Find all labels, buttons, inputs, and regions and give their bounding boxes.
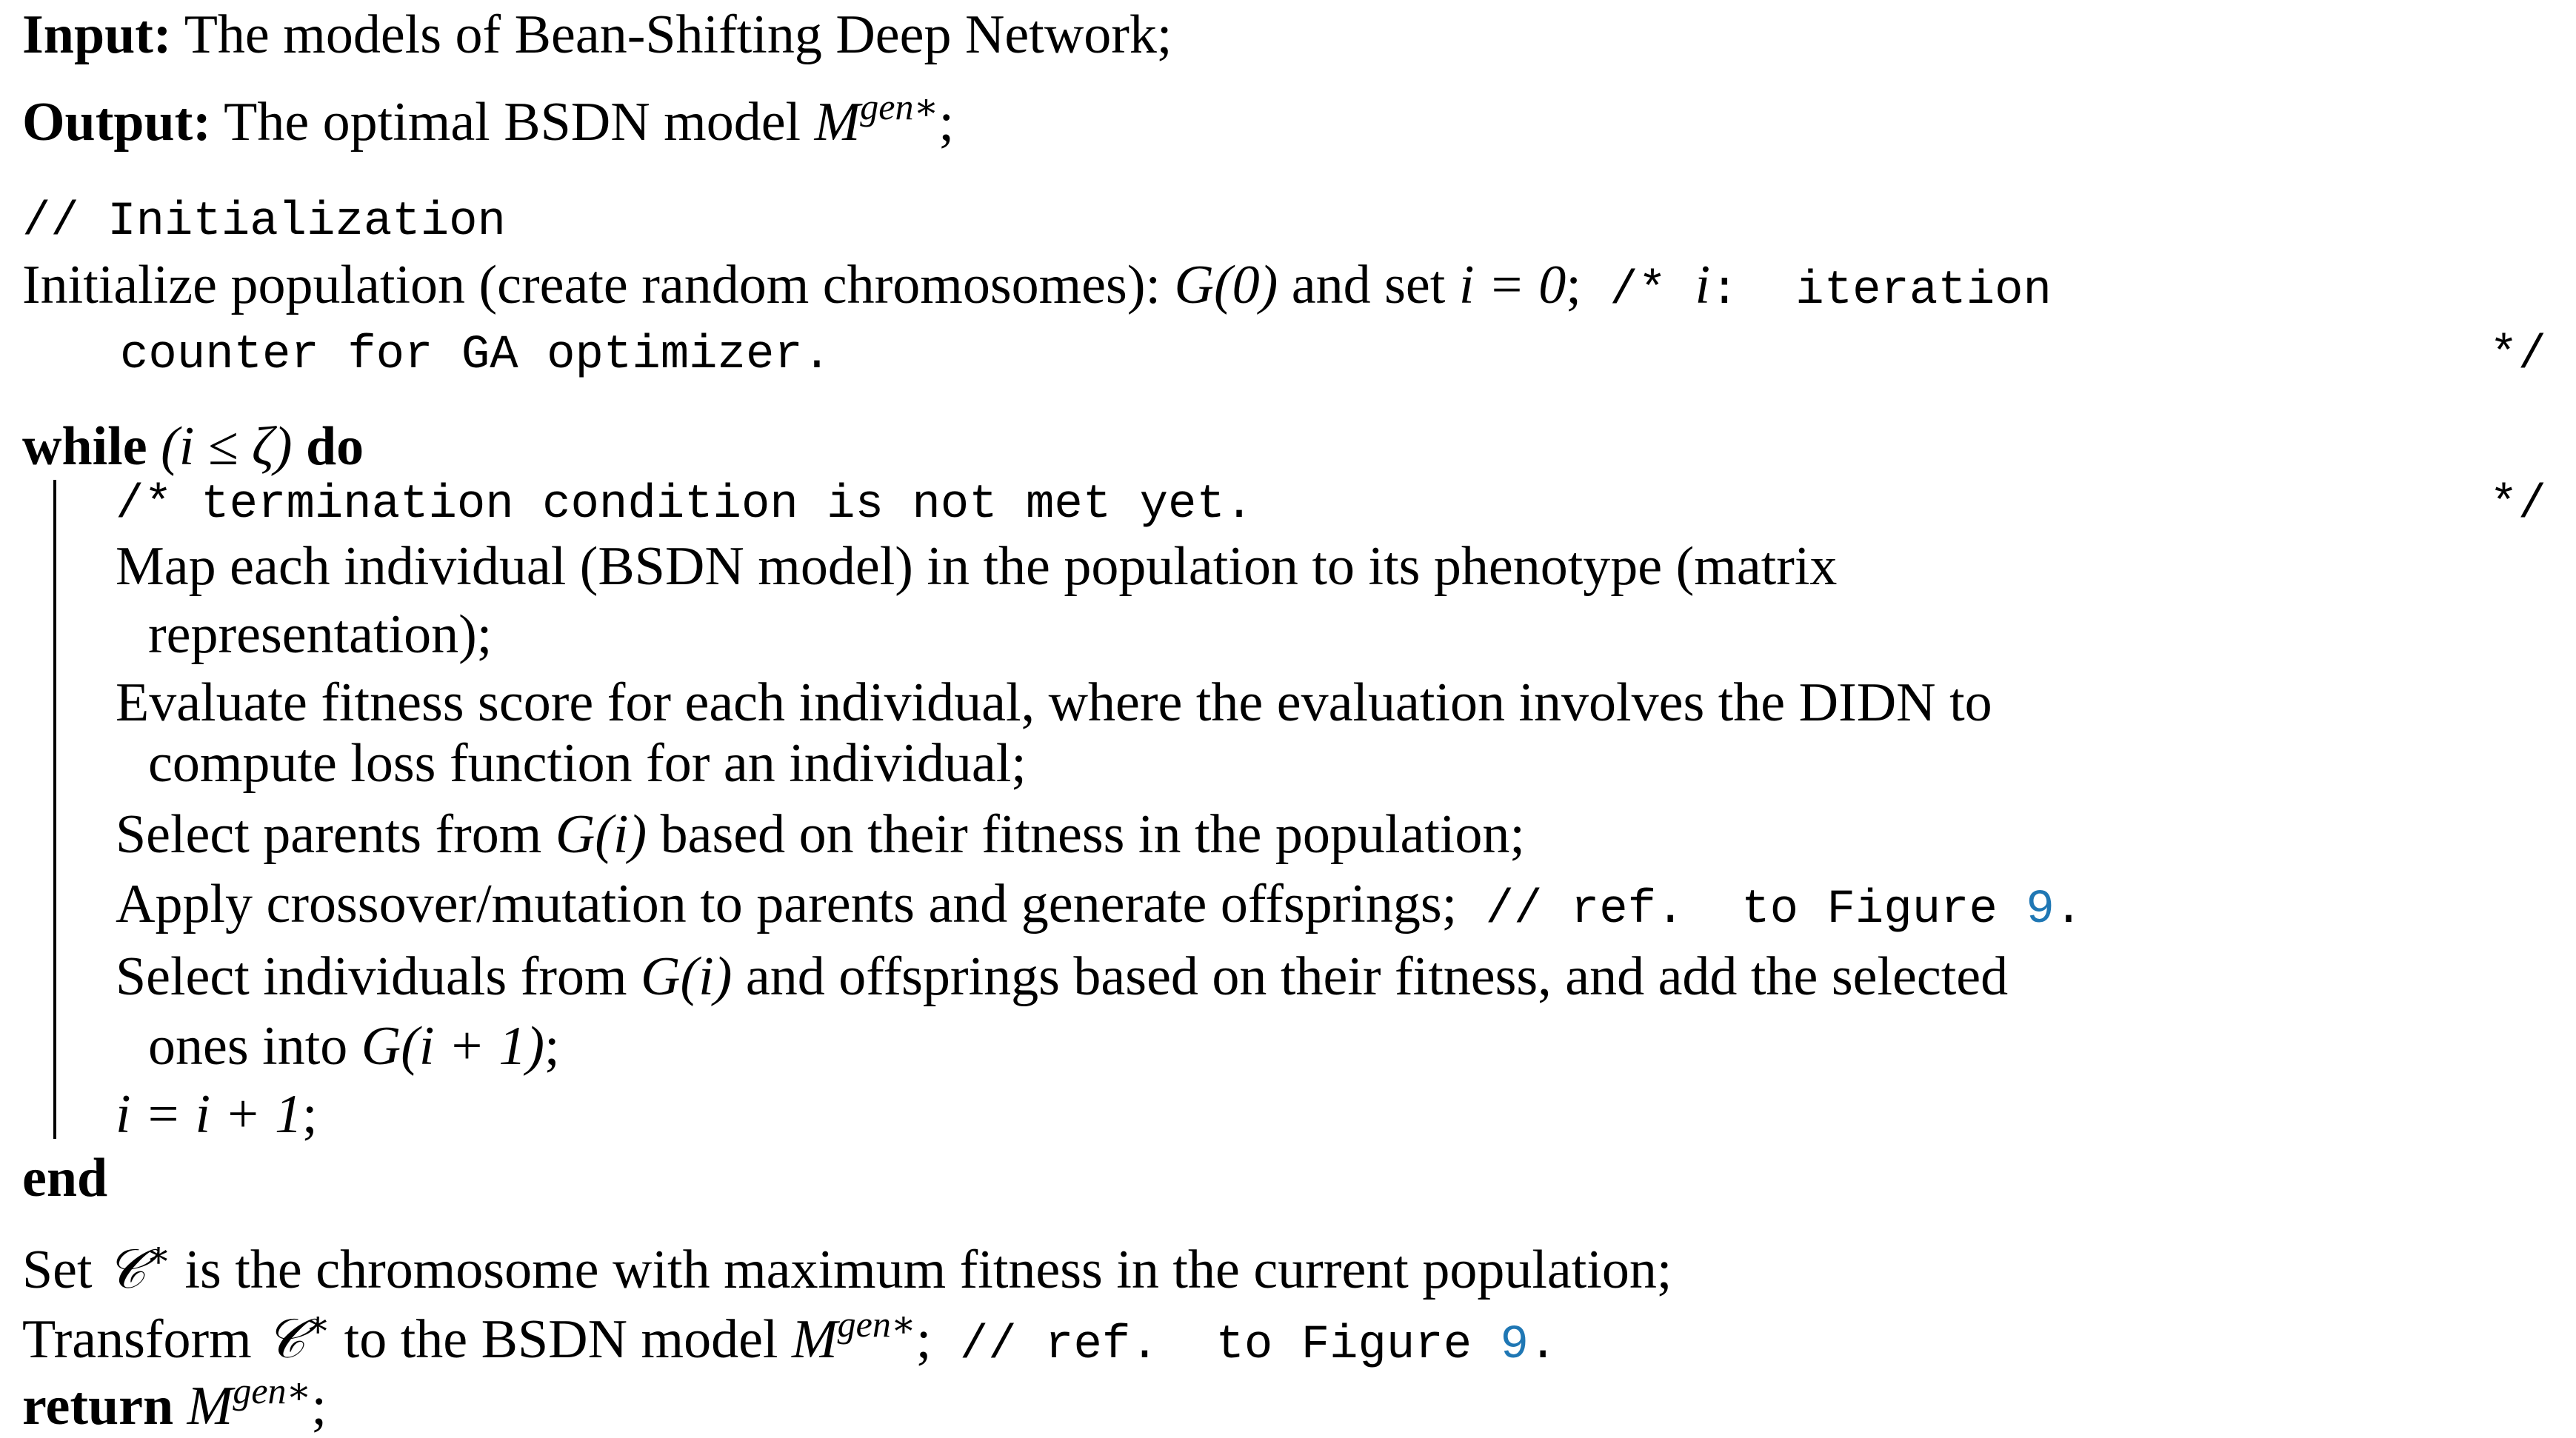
transform-sup: ∗ [305, 1303, 331, 1345]
output-end: ; [938, 92, 955, 153]
select-ind-2b: ; [544, 1016, 560, 1077]
while-line [22, 416, 364, 477]
select-parents-math: G(i) [555, 804, 647, 865]
transform-math-c: 𝒞 [265, 1309, 306, 1370]
loop-comment-end: */ [2489, 478, 2546, 532]
select-ind-a: Select individuals from [116, 946, 641, 1007]
transform-b: to the BSDN model [330, 1309, 792, 1370]
eval-line-1: Evaluate fitness score for each individual, where the evaluation involves the DIDN to [116, 672, 1992, 733]
select-ind-line-2 [148, 1016, 560, 1077]
set-line [22, 1234, 1672, 1300]
input-line [22, 4, 1172, 65]
transform-c: ; [915, 1309, 932, 1370]
select-ind-b: and offsprings based on their fitness, and add the selected [732, 946, 2009, 1007]
map-line-2: representation); [148, 604, 493, 665]
output-label: Output: [22, 92, 211, 153]
transform-line [22, 1303, 1558, 1372]
return-keyword: return [22, 1376, 174, 1437]
figure-ref-link[interactable]: 9 [2026, 883, 2055, 937]
init-comment-cont: counter for GA optimizer. [120, 329, 832, 382]
loop-block-bar [53, 480, 56, 1139]
map-line-1: Map each individual (BSDN model) in the population to its phenotype (matrix [116, 536, 1838, 597]
select-parents-b: based on their fitness in the population; [647, 804, 1525, 865]
init-comment: // Initialization [22, 195, 506, 249]
select-ind-2a: ones into [148, 1016, 361, 1077]
while-keyword: while [22, 416, 147, 477]
select-ind-2math: G(i + 1) [361, 1016, 544, 1077]
input-text: The models of Bean-Shifting Deep Network; [171, 4, 1172, 65]
figure-ref-link[interactable]: 9 [1500, 1319, 1529, 1372]
end-keyword: end [22, 1148, 108, 1208]
transform-sup2: gen∗ [837, 1303, 916, 1345]
return-sup: gen∗ [233, 1370, 312, 1411]
while-condition: (i ≤ ζ) [147, 416, 306, 477]
input-label: Input: [22, 4, 172, 65]
increment-line [116, 1084, 318, 1145]
eval-line-2: compute loss function for an individual; [148, 733, 1027, 794]
transform-comment: // ref. to Figure [931, 1319, 1501, 1372]
init-comment-var: i [1695, 255, 1711, 315]
init-text2: and set [1278, 255, 1459, 315]
apply-dot: . [2054, 883, 2083, 937]
select-parents-a: Select parents from [116, 804, 555, 865]
init-math-i0: i = 0 [1458, 255, 1566, 315]
return-var: M [173, 1376, 233, 1437]
increment-math: i = i + 1 [116, 1084, 302, 1145]
apply-line [116, 874, 2083, 937]
init-math-g0: G(0) [1174, 255, 1278, 315]
transform-dot: . [1528, 1319, 1558, 1372]
init-comment-start: /* [1581, 264, 1695, 318]
select-ind-math: G(i) [641, 946, 733, 1007]
select-ind-line-1 [116, 946, 2009, 1007]
apply-text: Apply crossover/mutation to parents and generate offsprings; [116, 874, 1458, 934]
select-parents-line [116, 804, 1525, 865]
init-semicolon: ; [1566, 255, 1581, 315]
set-b: is the chromosome with maximum fitness in the current population; [171, 1240, 1672, 1300]
output-line [22, 86, 955, 153]
set-a: Set [22, 1240, 107, 1300]
loop-comment: /* termination condition is not met yet. [116, 478, 1254, 532]
return-line [22, 1370, 327, 1437]
return-end: ; [311, 1376, 327, 1437]
transform-a: Transform [22, 1309, 266, 1370]
init-line [22, 255, 2052, 318]
init-comment-end: */ [2489, 329, 2546, 382]
apply-comment: // ref. to Figure [1457, 883, 2026, 937]
output-sup: gen∗ [860, 86, 939, 127]
output-text: The optimal BSDN model [210, 92, 815, 153]
increment-end: ; [302, 1084, 318, 1145]
set-math-c: 𝒞 [106, 1240, 147, 1300]
init-text: Initialize population (create random chromosomes): [22, 255, 1175, 315]
do-keyword: do [305, 416, 364, 477]
set-sup: ∗ [146, 1234, 171, 1275]
transform-var: M [792, 1309, 838, 1370]
init-comment-text: : iteration [1710, 264, 2052, 318]
output-var: M [814, 92, 861, 153]
